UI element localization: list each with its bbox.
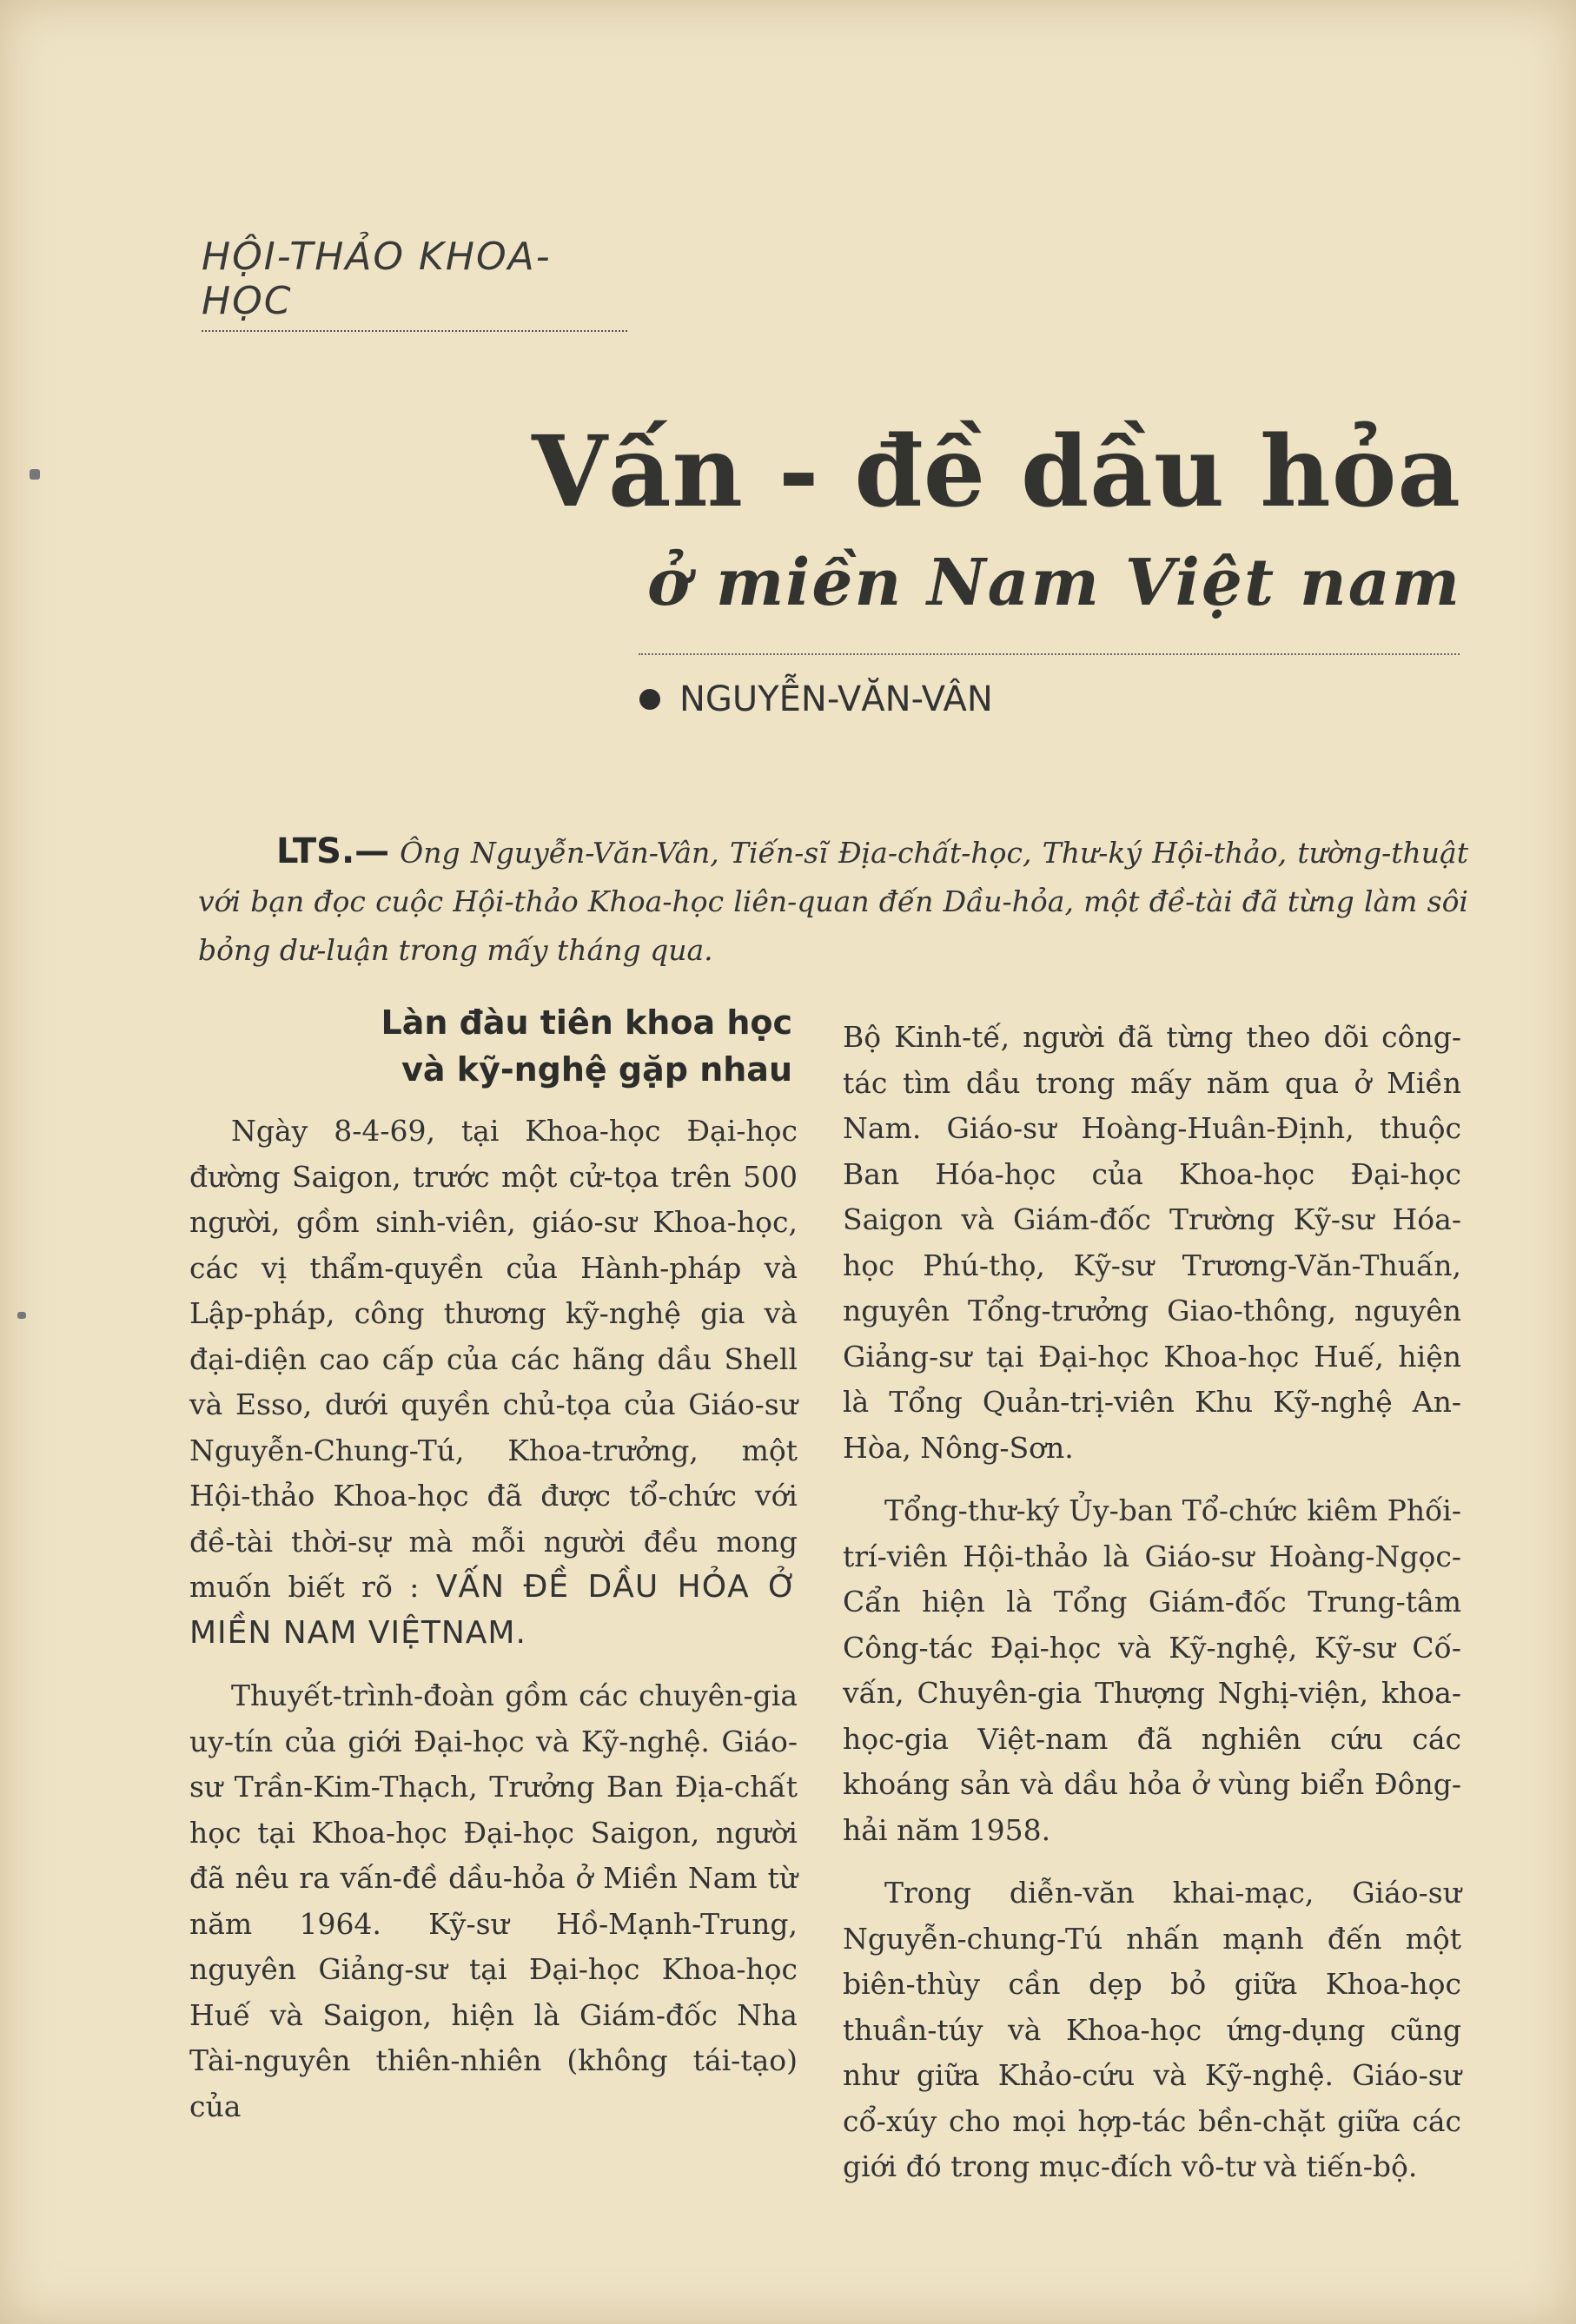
paragraph: Trong diễn-văn khai-mạc, Giáo-sư Nguyễn-chung-Tú nhấn mạnh đến một biên-thùy cần dẹp bỏ giữa Khoa-học thuần-túy và Khoa-học ứng-dụng cũng như giữa Khảo-cứu và Kỹ-nghệ. Giáo-sư cổ-xúy cho mọi hợp-tác bền-chặt giữa các giới đó trong mục-đích vô-tư và tiến-bộ. [843,1876,1461,2183]
paragraph-text: Ngày 8-4-69, tại Khoa-học Đại-học đường Saigon, trước một cử-tọa trên 500 người, gồm sinh-viên, giáo-sư Khoa-học, các vị thẩm-quyền của Hành-pháp và Lập-pháp, công thương kỹ-nghệ gia và đại-diện cao cấp của các hãng dầu Shell và Esso, dưới quyền chủ-tọa của Giáo-sư Nguyễn-Chung-Tú, Khoa-trưởng, một Hội-thảo Khoa-học đã được tổ-chức với đề-tài thời-sự mà mỗi người đều mong muốn biết rõ : [189,1114,798,1604]
margin-mark [17,1312,26,1319]
article-subtitle: ở miền Nam Việt nam [646,546,1461,620]
paragraph-caps-text: VẤN ĐỀ DẦU HỎA Ở MIỀN NAM VIỆTNAM. [189,1569,798,1651]
section-label: HỘI-THẢO KHOA-HỌC [202,235,627,332]
author-line [639,679,993,719]
section-heading-line: Làn đàu tiên khoa học [381,1003,792,1042]
editor-note-text: Ông Nguyễn-Văn-Vân, Tiến-sĩ Địa-chất-học, Thư-ký Hội-thảo, tường-thuật với bạn đọc cuộc Hội-thảo Khoa-học liên-quan đến Dầu-hỏa, một đề-tài đã từng làm sôi bỏng dư-luận trong mấy tháng qua. [198,836,1468,967]
article-title: Vấn - đề dầu hỏa [532,415,1461,529]
title-divider [639,653,1460,655]
margin-mark [30,469,40,480]
paragraph [189,1109,798,1656]
editor-note [198,827,1468,975]
bullet-icon [639,689,660,710]
section-heading-line: và kỹ-nghệ gặp nhau [401,1050,792,1089]
paragraph: Thuyết-trình-đoàn gồm các chuyên-gia uy-tín của giới Đại-học và Kỹ-nghệ. Giáo-sư Trần-Kim-Thạch, Trưởng Ban Địa-chất học tại Khoa-học Đại-học Saigon, người đã nêu ra vấn-đề dầu-hỏa ở Miền Nam từ năm 1964. Kỹ-sư Hồ-Mạnh-Trung, nguyên Giảng-sư tại Đại-học Khoa-học Huế và Saigon, hiện là Giám-đốc Nha Tài-nguyên thiên-nhiên (không tái-tạo) của [189,1678,798,2123]
paragraph: Bộ Kinh-tế, người đã từng theo dõi công-tác tìm dầu trong mấy năm qua ở Miền Nam. Giáo-sư Hoàng-Huân-Định, thuộc Ban Hóa-học của Khoa-học Đại-học Saigon và Giám-đốc Trường Kỹ-sư Hóa-học Phú-thọ, Kỹ-sư Trương-Văn-Thuấn, nguyên Tổng-trưởng Giao-thông, nguyên Giảng-sư tại Đại-học Khoa-học Huế, hiện là Tổng Quản-trị-viên Khu Kỹ-nghệ An-Hòa, Nông-Sơn. [843,1020,1461,1465]
editor-note-tag: LTS.— [276,831,390,871]
paragraph: Tổng-thư-ký Ủy-ban Tổ-chức kiêm Phối-trí-viên Hội-thảo là Giáo-sư Hoàng-Ngọc-Cẩn hiện là Tổng Giám-đốc Trung-tâm Công-tác Đại-học và Kỹ-nghệ, Kỹ-sư Cố-vấn, Chuyên-gia Thượng Nghị-viện, khoa-học-gia Việt-nam đã nghiên cứu các khoáng sản và dầu hỏa ở vùng biển Đông-hải năm 1958. [843,1493,1461,1847]
author-name: NGUYỄN-VĂN-VÂN [679,679,993,719]
section-heading [189,999,798,1093]
right-column [843,1015,1461,2208]
left-column [189,999,798,2147]
